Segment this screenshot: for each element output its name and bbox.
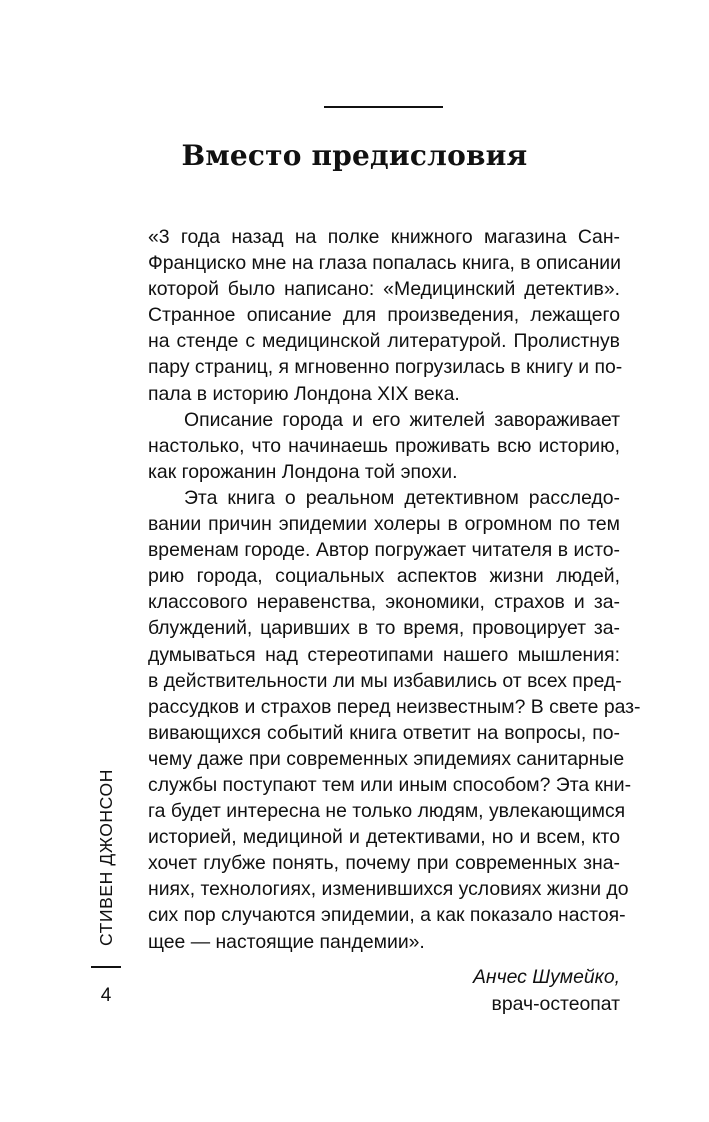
text-line: как горожанин Лондона той эпохи. [148, 460, 458, 483]
text-line: Странное описание для произведения, лежащего [148, 304, 620, 327]
text-line: вании причин эпидемии холеры в огромном по тем [148, 513, 620, 536]
text-line: «3 года назад на полке книжного магазина Сан- [148, 226, 620, 248]
text-line: классового неравенства, экономики, страхов и за- [148, 591, 620, 614]
signature-name: Анчес Шумейко, [472, 966, 620, 988]
preface-body [148, 224, 641, 955]
text-line: щее — настоящие пандемии». [148, 930, 425, 953]
text-line: вивающихся событий книга ответит на вопросы, по- [148, 721, 620, 744]
text-line: временам городе. Автор погружает читателя в исто- [148, 539, 620, 562]
text-line: службы поступают тем или иным способом? Эта кни- [148, 773, 632, 796]
page-number: 4 [100, 985, 112, 1006]
text-line: думываться над стереотипами нашего мышления: [148, 643, 620, 666]
top-rule [324, 106, 443, 108]
text-line: хочет глубже понять, почему при современных зна- [148, 852, 620, 875]
text-line: на стенде с медицинской литературой. Пролистнув [148, 330, 620, 353]
text-line: историей, медициной и детективами, но и всем, кто [148, 826, 620, 849]
text-line: ниях, технологиях, изменившихся условиях жизни до [148, 878, 629, 901]
text-line: блуждений, царивших в то время, провоцирует за- [148, 617, 620, 640]
text-line: чему даже при современных эпидемиях санитарные [148, 747, 625, 770]
signature [300, 964, 620, 1018]
text-line: пару страниц, я мгновенно погрузилась в книгу и по- [148, 356, 623, 379]
paragraph [148, 224, 623, 407]
text-line: рию города, социальных аспектов жизни людей, [148, 565, 620, 588]
running-head: СТИВЕН ДЖОНСОН [96, 769, 116, 946]
text-line: Франциско мне на глаза попалась книга, в описании [148, 252, 621, 275]
text-line: настолько, что начинаешь проживать всю историю, [148, 434, 620, 457]
running-head-rule [91, 966, 121, 968]
text-line: Эта книга о реальном детективном расследо- [184, 486, 620, 509]
text-line: пала в историю Лондона XIX века. [148, 382, 460, 405]
text-line: Описание города и его жителей завораживает [184, 408, 620, 431]
page-title: Вместо предисловия [181, 139, 528, 172]
text-line: которой было написано: «Медицинский детектив». [148, 278, 620, 301]
text-line: сих пор случаются эпидемии, а как показало настоя- [148, 904, 626, 927]
text-line: рассудков и страхов перед неизвестным? В свете раз- [148, 695, 641, 718]
paragraph [148, 407, 620, 485]
paragraph [148, 485, 641, 955]
signature-role: врач-остеопат [491, 993, 620, 1015]
text-line: в действительности ли мы избавились от всех пред- [148, 669, 622, 692]
text-line: га будет интересна не только людям, увлекающимся [148, 800, 626, 823]
